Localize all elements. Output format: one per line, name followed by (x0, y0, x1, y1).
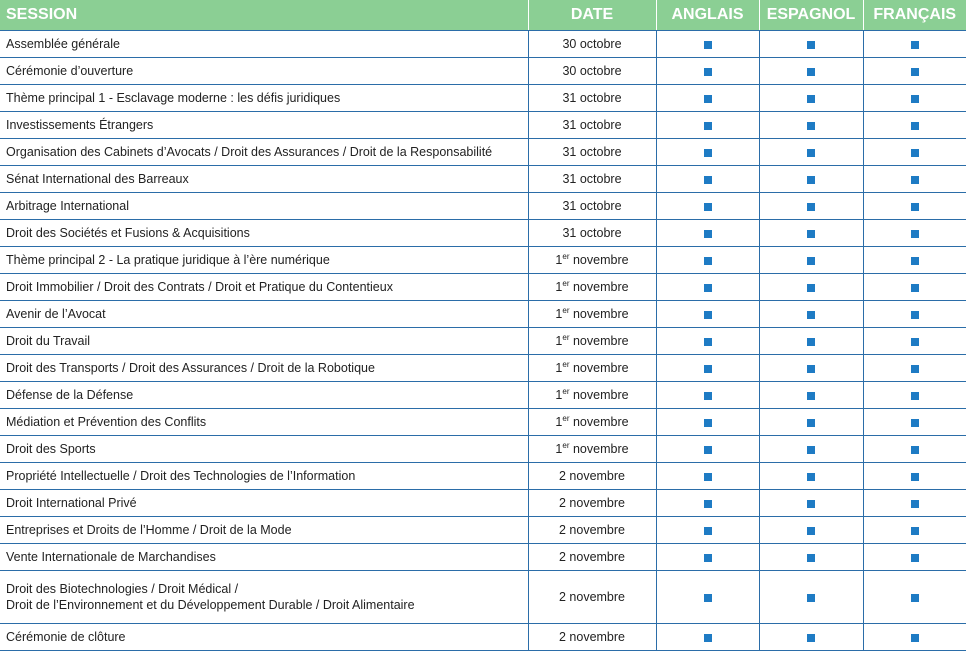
francais-cell (863, 31, 966, 58)
espagnol-cell (759, 274, 863, 301)
espagnol-cell (759, 301, 863, 328)
espagnol-cell (759, 85, 863, 112)
francais-cell (863, 193, 966, 220)
anglais-cell (656, 328, 759, 355)
espagnol-cell (759, 247, 863, 274)
espagnol-cell (759, 166, 863, 193)
header-espagnol: ESPAGNOL (759, 0, 863, 31)
available-marker-icon (704, 176, 712, 184)
session-name (0, 571, 528, 624)
available-marker-icon (704, 41, 712, 49)
espagnol-cell (759, 31, 863, 58)
table-row (0, 355, 966, 382)
available-marker-icon (911, 68, 919, 76)
available-marker-icon (807, 68, 815, 76)
session-date: 1er novembre (528, 328, 656, 355)
anglais-cell (656, 463, 759, 490)
francais-cell (863, 409, 966, 436)
session-name: Entreprises et Droits de l’Homme / Droit de la Mode (0, 517, 528, 544)
anglais-cell (656, 355, 759, 382)
session-name: Sénat International des Barreaux (0, 166, 528, 193)
available-marker-icon (807, 311, 815, 319)
session-date: 2 novembre (528, 463, 656, 490)
anglais-cell (656, 571, 759, 624)
table-row (0, 166, 966, 193)
session-date: 1er novembre (528, 247, 656, 274)
available-marker-icon (704, 257, 712, 265)
table-row (0, 139, 966, 166)
available-marker-icon (911, 203, 919, 211)
session-date: 2 novembre (528, 544, 656, 571)
session-date: 31 octobre (528, 193, 656, 220)
available-marker-icon (704, 203, 712, 211)
anglais-cell (656, 166, 759, 193)
available-marker-icon (807, 284, 815, 292)
session-name: Droit des Sociétés et Fusions & Acquisitions (0, 220, 528, 247)
espagnol-cell (759, 139, 863, 166)
session-date: 2 novembre (528, 571, 656, 624)
available-marker-icon (704, 311, 712, 319)
available-marker-icon (704, 338, 712, 346)
table-row (0, 517, 966, 544)
available-marker-icon (704, 68, 712, 76)
session-name: Droit Immobilier / Droit des Contrats / Droit et Pratique du Contentieux (0, 274, 528, 301)
session-date: 31 octobre (528, 139, 656, 166)
available-marker-icon (704, 149, 712, 157)
available-marker-icon (807, 594, 815, 602)
session-date: 2 novembre (528, 624, 656, 651)
table-row (0, 301, 966, 328)
anglais-cell (656, 382, 759, 409)
session-date: 30 octobre (528, 31, 656, 58)
table-row (0, 220, 966, 247)
table-row (0, 463, 966, 490)
table-row (0, 112, 966, 139)
session-date: 2 novembre (528, 490, 656, 517)
session-name: Défense de la Défense (0, 382, 528, 409)
session-name: Cérémonie d’ouverture (0, 58, 528, 85)
table-row (0, 382, 966, 409)
available-marker-icon (807, 338, 815, 346)
table-row (0, 85, 966, 112)
available-marker-icon (911, 554, 919, 562)
available-marker-icon (911, 230, 919, 238)
available-marker-icon (911, 41, 919, 49)
available-marker-icon (807, 41, 815, 49)
table-row (0, 31, 966, 58)
session-date: 31 octobre (528, 220, 656, 247)
session-date: 1er novembre (528, 274, 656, 301)
anglais-cell (656, 274, 759, 301)
session-date: 1er novembre (528, 409, 656, 436)
session-date: 1er novembre (528, 301, 656, 328)
available-marker-icon (807, 527, 815, 535)
available-marker-icon (704, 500, 712, 508)
available-marker-icon (704, 95, 712, 103)
francais-cell (863, 247, 966, 274)
anglais-cell (656, 85, 759, 112)
anglais-cell (656, 31, 759, 58)
anglais-cell (656, 193, 759, 220)
francais-cell (863, 85, 966, 112)
espagnol-cell (759, 220, 863, 247)
available-marker-icon (807, 392, 815, 400)
espagnol-cell (759, 58, 863, 85)
table-row (0, 193, 966, 220)
espagnol-cell (759, 624, 863, 651)
available-marker-icon (704, 446, 712, 454)
francais-cell (863, 624, 966, 651)
available-marker-icon (807, 176, 815, 184)
espagnol-cell (759, 463, 863, 490)
espagnol-cell (759, 409, 863, 436)
espagnol-cell (759, 328, 863, 355)
header-anglais: ANGLAIS (656, 0, 759, 31)
available-marker-icon (704, 365, 712, 373)
available-marker-icon (911, 365, 919, 373)
table-row (0, 624, 966, 651)
available-marker-icon (807, 446, 815, 454)
anglais-cell (656, 301, 759, 328)
available-marker-icon (704, 527, 712, 535)
francais-cell (863, 463, 966, 490)
table-row (0, 58, 966, 85)
available-marker-icon (911, 257, 919, 265)
session-name: Organisation des Cabinets d’Avocats / Droit des Assurances / Droit de la Responsabilité (0, 139, 528, 166)
available-marker-icon (911, 634, 919, 642)
table-row (0, 409, 966, 436)
available-marker-icon (704, 284, 712, 292)
francais-cell (863, 220, 966, 247)
table-row (0, 490, 966, 517)
session-name: Droit International Privé (0, 490, 528, 517)
anglais-cell (656, 544, 759, 571)
available-marker-icon (911, 176, 919, 184)
header-session: SESSION (0, 0, 528, 31)
available-marker-icon (704, 634, 712, 642)
available-marker-icon (807, 203, 815, 211)
francais-cell (863, 544, 966, 571)
available-marker-icon (704, 554, 712, 562)
espagnol-cell (759, 436, 863, 463)
table-row (0, 274, 966, 301)
espagnol-cell (759, 571, 863, 624)
table-row (0, 328, 966, 355)
espagnol-cell (759, 544, 863, 571)
session-date: 31 octobre (528, 112, 656, 139)
session-name: Médiation et Prévention des Conflits (0, 409, 528, 436)
available-marker-icon (911, 527, 919, 535)
available-marker-icon (911, 500, 919, 508)
espagnol-cell (759, 112, 863, 139)
session-name: Arbitrage International (0, 193, 528, 220)
francais-cell (863, 166, 966, 193)
available-marker-icon (911, 392, 919, 400)
anglais-cell (656, 517, 759, 544)
available-marker-icon (807, 500, 815, 508)
francais-cell (863, 139, 966, 166)
session-date: 2 novembre (528, 517, 656, 544)
francais-cell (863, 517, 966, 544)
session-date: 31 octobre (528, 166, 656, 193)
available-marker-icon (911, 594, 919, 602)
francais-cell (863, 301, 966, 328)
session-name: Thème principal 1 - Esclavage moderne : les défis juridiques (0, 85, 528, 112)
available-marker-icon (807, 419, 815, 427)
session-name: Cérémonie de clôture (0, 624, 528, 651)
anglais-cell (656, 112, 759, 139)
available-marker-icon (911, 122, 919, 130)
available-marker-icon (807, 257, 815, 265)
available-marker-icon (704, 122, 712, 130)
francais-cell (863, 328, 966, 355)
espagnol-cell (759, 355, 863, 382)
francais-cell (863, 382, 966, 409)
table-header (0, 0, 966, 31)
espagnol-cell (759, 517, 863, 544)
session-date: 1er novembre (528, 382, 656, 409)
available-marker-icon (911, 446, 919, 454)
available-marker-icon (807, 95, 815, 103)
available-marker-icon (911, 311, 919, 319)
available-marker-icon (704, 419, 712, 427)
session-name: Droit des Transports / Droit des Assurances / Droit de la Robotique (0, 355, 528, 382)
available-marker-icon (807, 554, 815, 562)
francais-cell (863, 112, 966, 139)
header-date: DATE (528, 0, 656, 31)
session-name: Droit du Travail (0, 328, 528, 355)
available-marker-icon (704, 594, 712, 602)
session-name-line2: Droit de l’Environnement et du Développement Durable / Droit Alimentaire (6, 598, 415, 612)
available-marker-icon (704, 473, 712, 481)
session-date: 1er novembre (528, 436, 656, 463)
anglais-cell (656, 624, 759, 651)
session-date: 1er novembre (528, 355, 656, 382)
table-row (0, 436, 966, 463)
session-name-line1: Droit des Biotechnologies / Droit Médical / (6, 582, 239, 596)
anglais-cell (656, 220, 759, 247)
available-marker-icon (911, 473, 919, 481)
espagnol-cell (759, 490, 863, 517)
available-marker-icon (807, 122, 815, 130)
francais-cell (863, 571, 966, 624)
session-name: Thème principal 2 - La pratique juridique à l’ère numérique (0, 247, 528, 274)
francais-cell (863, 490, 966, 517)
available-marker-icon (911, 149, 919, 157)
anglais-cell (656, 490, 759, 517)
available-marker-icon (807, 634, 815, 642)
table-row (0, 571, 966, 624)
francais-cell (863, 274, 966, 301)
espagnol-cell (759, 382, 863, 409)
francais-cell (863, 355, 966, 382)
session-name: Assemblée générale (0, 31, 528, 58)
available-marker-icon (807, 473, 815, 481)
anglais-cell (656, 436, 759, 463)
available-marker-icon (704, 392, 712, 400)
available-marker-icon (911, 419, 919, 427)
session-name: Avenir de l’Avocat (0, 301, 528, 328)
available-marker-icon (807, 149, 815, 157)
espagnol-cell (759, 193, 863, 220)
available-marker-icon (911, 338, 919, 346)
available-marker-icon (911, 95, 919, 103)
anglais-cell (656, 58, 759, 85)
anglais-cell (656, 409, 759, 436)
session-date: 30 octobre (528, 58, 656, 85)
anglais-cell (656, 247, 759, 274)
header-francais: FRANÇAIS (863, 0, 966, 31)
available-marker-icon (704, 230, 712, 238)
table-row (0, 544, 966, 571)
session-date: 31 octobre (528, 85, 656, 112)
francais-cell (863, 58, 966, 85)
francais-cell (863, 436, 966, 463)
table-row (0, 247, 966, 274)
available-marker-icon (807, 365, 815, 373)
session-name: Investissements Étrangers (0, 112, 528, 139)
anglais-cell (656, 139, 759, 166)
available-marker-icon (911, 284, 919, 292)
available-marker-icon (807, 230, 815, 238)
session-name: Vente Internationale de Marchandises (0, 544, 528, 571)
session-name: Propriété Intellectuelle / Droit des Technologies de l’Information (0, 463, 528, 490)
session-name: Droit des Sports (0, 436, 528, 463)
